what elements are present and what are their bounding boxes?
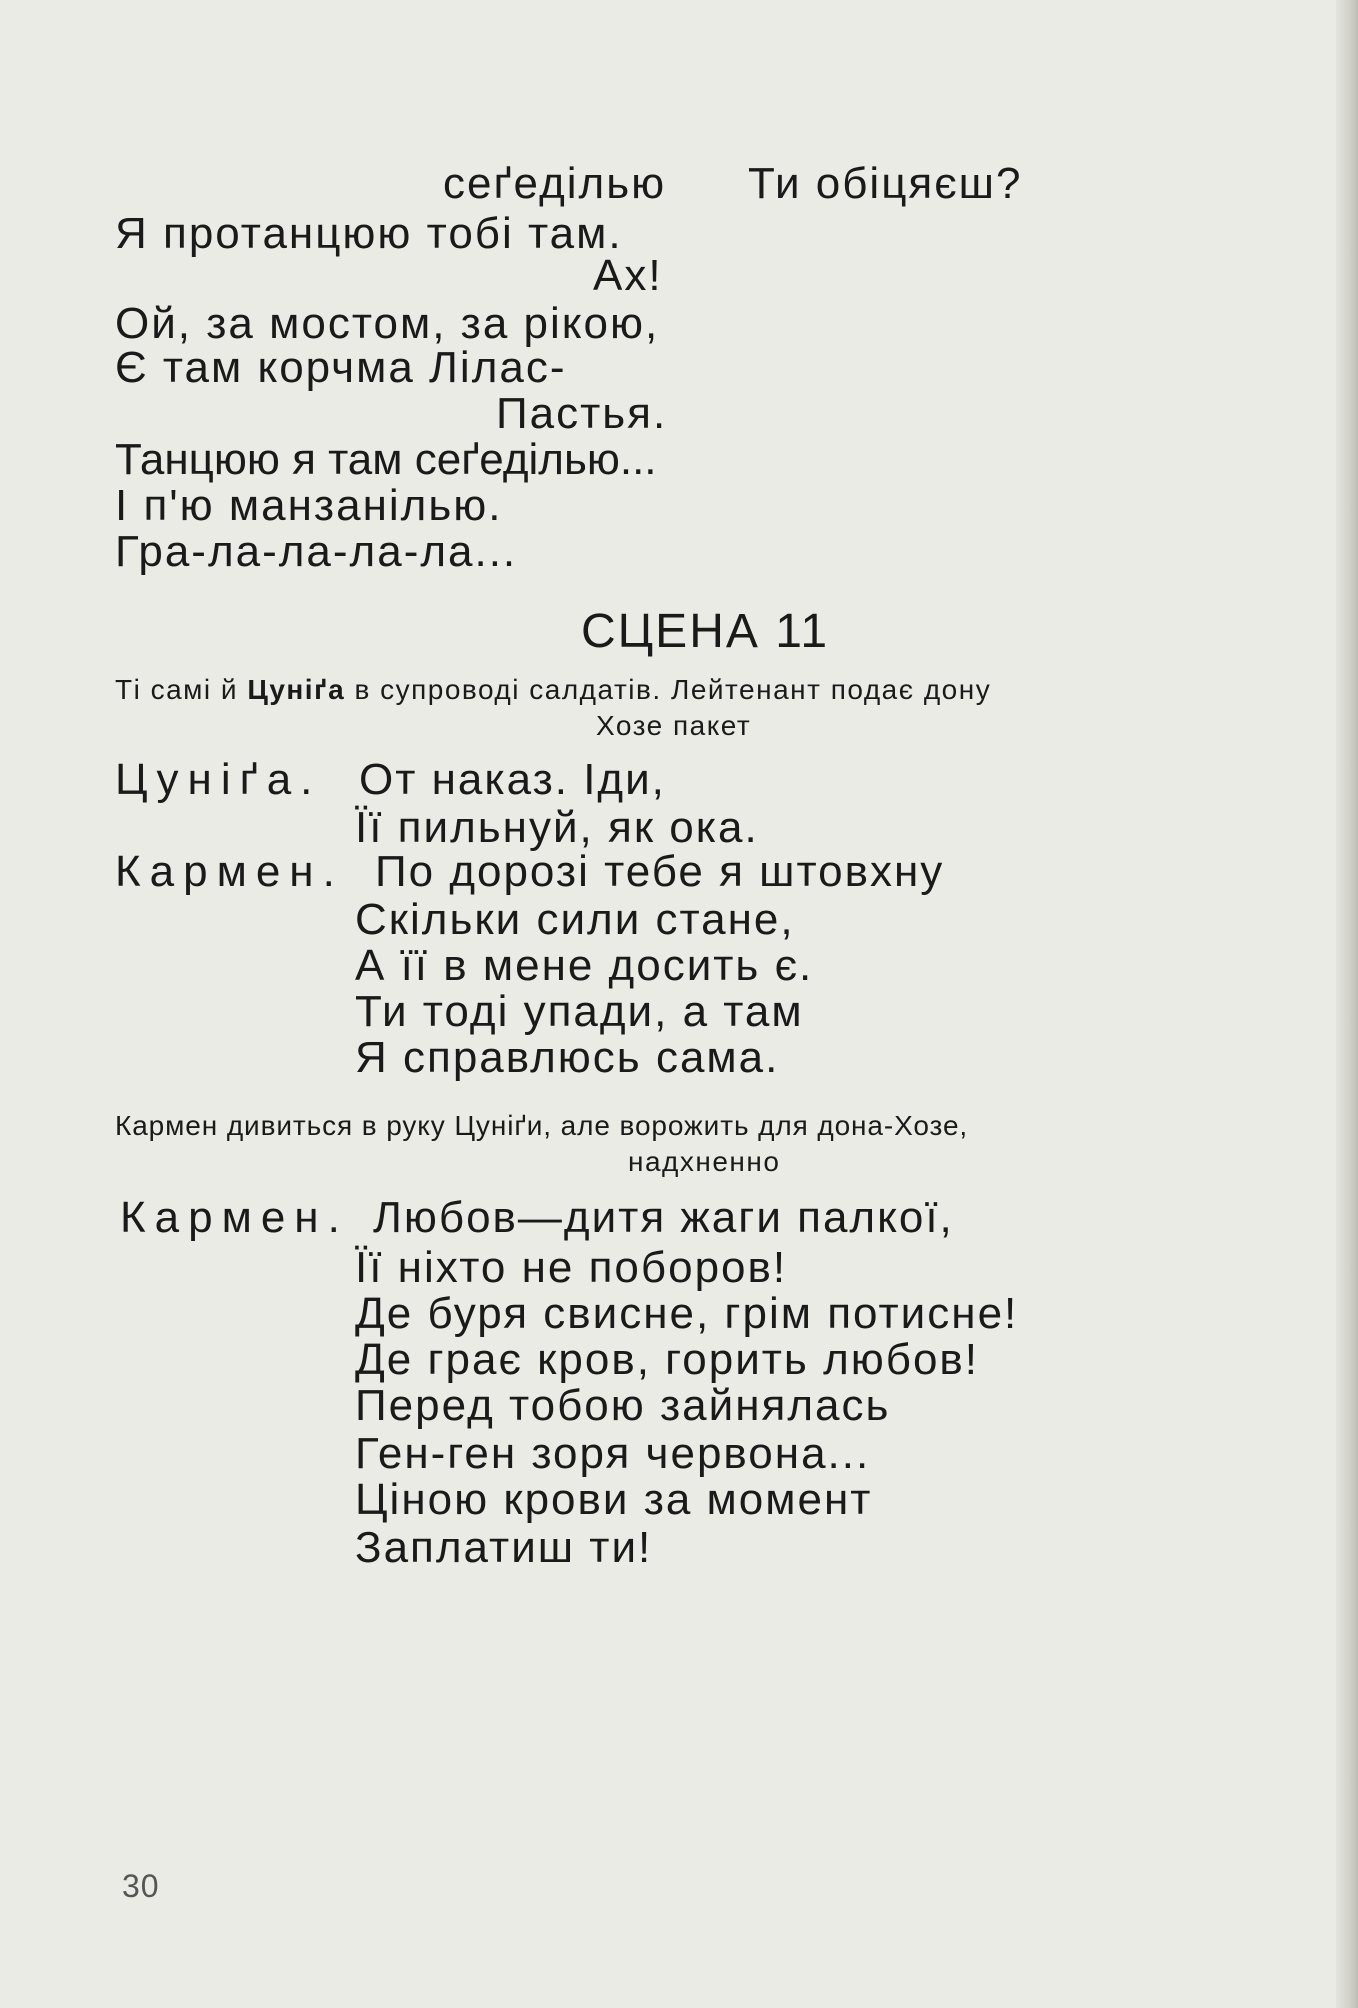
speaker-tsuniga: Цуніґа.: [115, 755, 322, 804]
song-line-3: Ах!: [593, 251, 663, 300]
dialogue-line: От наказ. Іди,: [359, 755, 666, 804]
stage-direction-2-line-1: Кармен дивиться в руку Цуніґи, але ворожить для дона-Хозе,: [115, 1110, 969, 1141]
song-line-8: І п'ю манзанілью.: [115, 481, 503, 530]
speaker-carmen: Кармен.: [120, 1193, 349, 1242]
dialogue-line: Перед тобою зайнялась: [355, 1381, 891, 1430]
song-line-5: Є там корчма Лілас-: [115, 343, 567, 392]
dialogue-line: Ти тоді упади, а там: [355, 987, 804, 1036]
song-line-7: Танцюю я там сеґеділью...: [115, 435, 657, 484]
song-line-2: Я протанцюю тобі там.: [115, 209, 623, 258]
dialogue-line: Її ніхто не поборов!: [355, 1243, 788, 1292]
dialogue-line: Її пильнуй, як ока.: [355, 803, 759, 852]
dialogue-line: А її в мене досить є.: [355, 941, 814, 990]
song-line-1a: сеґеділью: [443, 159, 667, 208]
dialogue-line: Ціною крови за момент: [355, 1475, 873, 1524]
song-line-4: Ой, за мостом, за рікою,: [115, 299, 660, 348]
song-line-1b: Ти обіцяєш?: [748, 159, 1023, 208]
stage-direction-1-line-1: [115, 676, 991, 704]
dialogue-line: Де грає кров, горить любов!: [355, 1335, 980, 1384]
stage-direction-1-part-2: в супроводі салдатів. Лейтенант подає дону: [345, 674, 992, 705]
dialogue-line: Скільки сили стане,: [355, 895, 795, 944]
dialogue-line: Ген-ген зоря червона...: [355, 1429, 871, 1478]
dialogue-line: Заплатиш ти!: [355, 1523, 653, 1572]
dialogue-line: Я справлюсь сама.: [355, 1033, 780, 1082]
dialogue-line: Любов—дитя жаги палкої,: [373, 1193, 954, 1242]
stage-direction-1-name: Цуніґа: [247, 674, 346, 705]
dialogue-line: Де буря свисне, грім потисне!: [355, 1289, 1019, 1338]
page-number: 30: [122, 1868, 160, 1904]
speaker-carmen: Кармен.: [115, 847, 344, 896]
song-line-6: Пастья.: [496, 389, 668, 438]
scene-title: СЦЕНА 11: [581, 605, 830, 658]
page-edge-shadow: [1336, 0, 1358, 2008]
stage-direction-1-part-1: Ті самі й: [115, 674, 248, 705]
stage-direction-1-line-2: Хозе пакет: [596, 710, 752, 741]
song-line-9: Гра-ла-ла-ла-ла...: [115, 527, 518, 576]
dialogue-line: По дорозі тебе я штовхну: [375, 847, 945, 896]
stage-direction-2-line-2: надхненно: [628, 1146, 781, 1177]
